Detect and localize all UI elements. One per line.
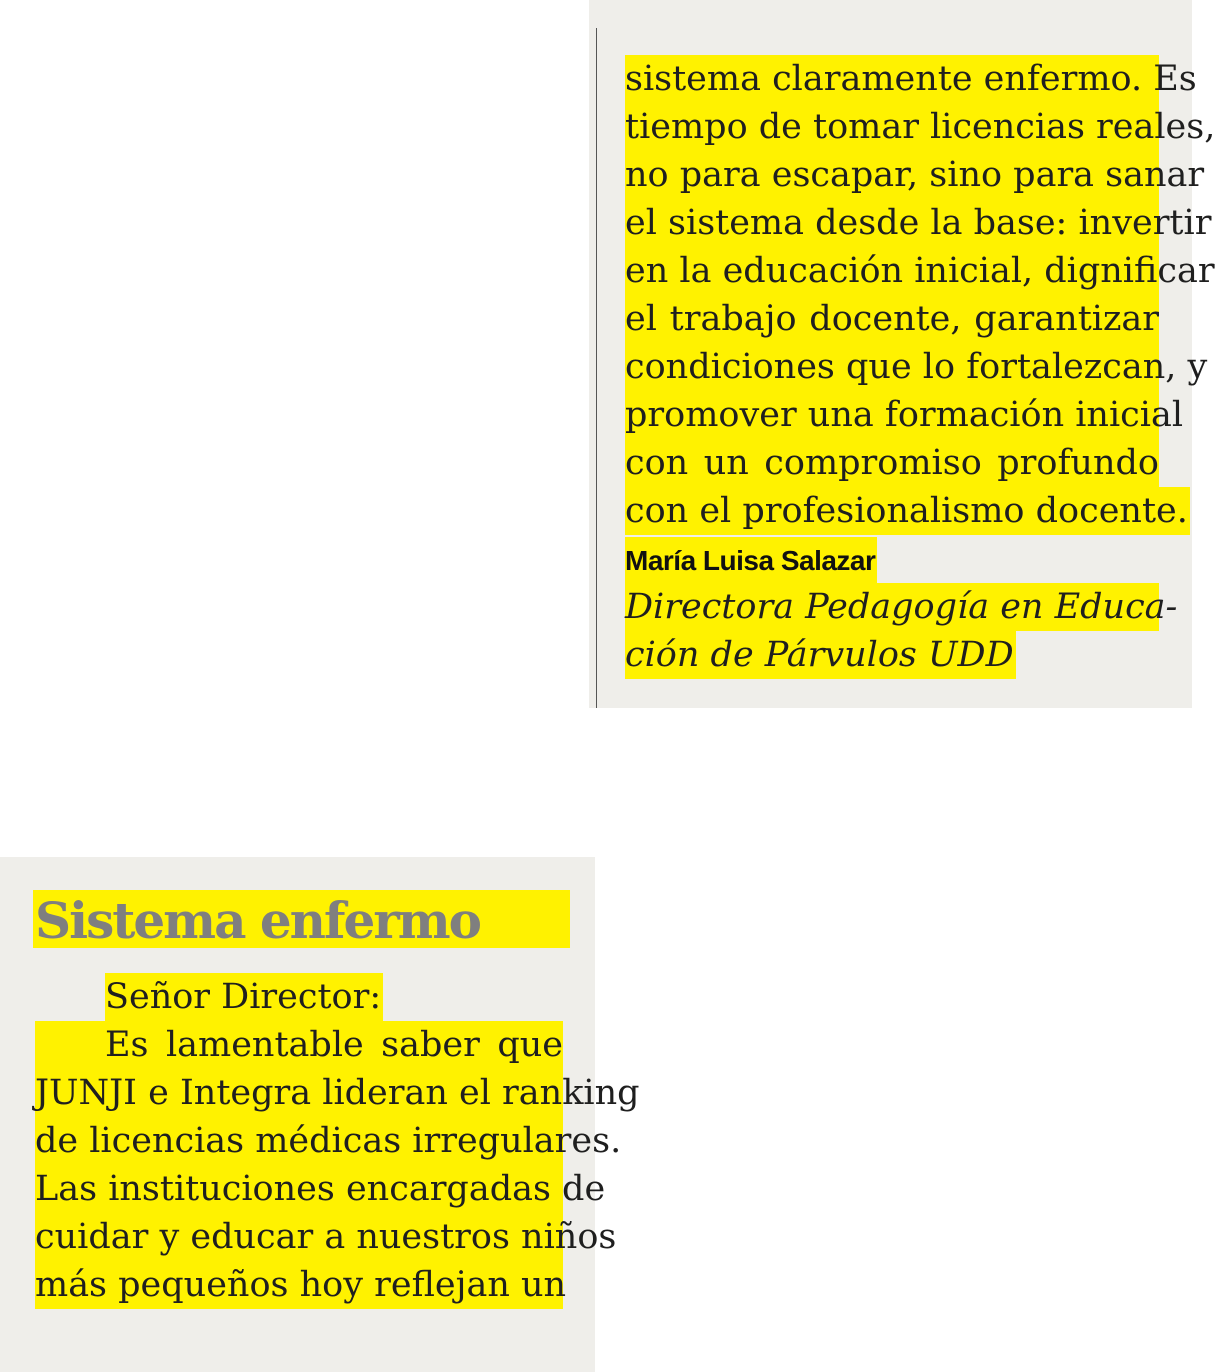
column-divider (596, 28, 597, 708)
role-line (625, 583, 1178, 631)
body-line: Es lamentable saber que (35, 1021, 563, 1069)
salutation: Señor Director: (105, 973, 383, 1021)
author-role-cont: ción de Párvulos UDD (625, 631, 1016, 679)
body-line: el sistema desde la base: invertir (625, 199, 1159, 247)
letter-continuation (625, 55, 1215, 679)
author-line (625, 535, 1159, 583)
salutation-line (35, 973, 563, 1021)
letter-headline: Sistema enfermo (33, 890, 570, 948)
body-line: JUNJI e Integra lideran el ranking (35, 1069, 563, 1117)
body-line: tiempo de tomar licencias reales, (625, 103, 1159, 151)
body-line: más pequeños hoy reflejan un (35, 1261, 563, 1309)
role-line (625, 631, 1159, 679)
body-line: de licencias médicas irregulares. (35, 1117, 563, 1165)
body-line: Las instituciones encargadas de (35, 1165, 563, 1213)
author-name: María Luisa Salazar (625, 537, 877, 585)
body-line: con un compromiso profundo (625, 439, 1159, 487)
body-line: el trabajo docente, garantizar (625, 295, 1159, 343)
body-line: en la educación inicial, dignificar (625, 247, 1159, 295)
body-line: no para escapar, sino para sanar (625, 151, 1159, 199)
body-line: promover una formación inicial (625, 391, 1159, 439)
body-line: cuidar y educar a nuestros niños (35, 1213, 563, 1261)
author-role: Directora Pedagogía en Educa- (625, 583, 1159, 631)
body-line: condiciones que lo fortalezcan, y (625, 343, 1159, 391)
letter-start (35, 973, 640, 1309)
body-line: con el profesionalismo docente. (625, 487, 1159, 535)
body-line: sistema claramente enfermo. Es (625, 55, 1159, 103)
